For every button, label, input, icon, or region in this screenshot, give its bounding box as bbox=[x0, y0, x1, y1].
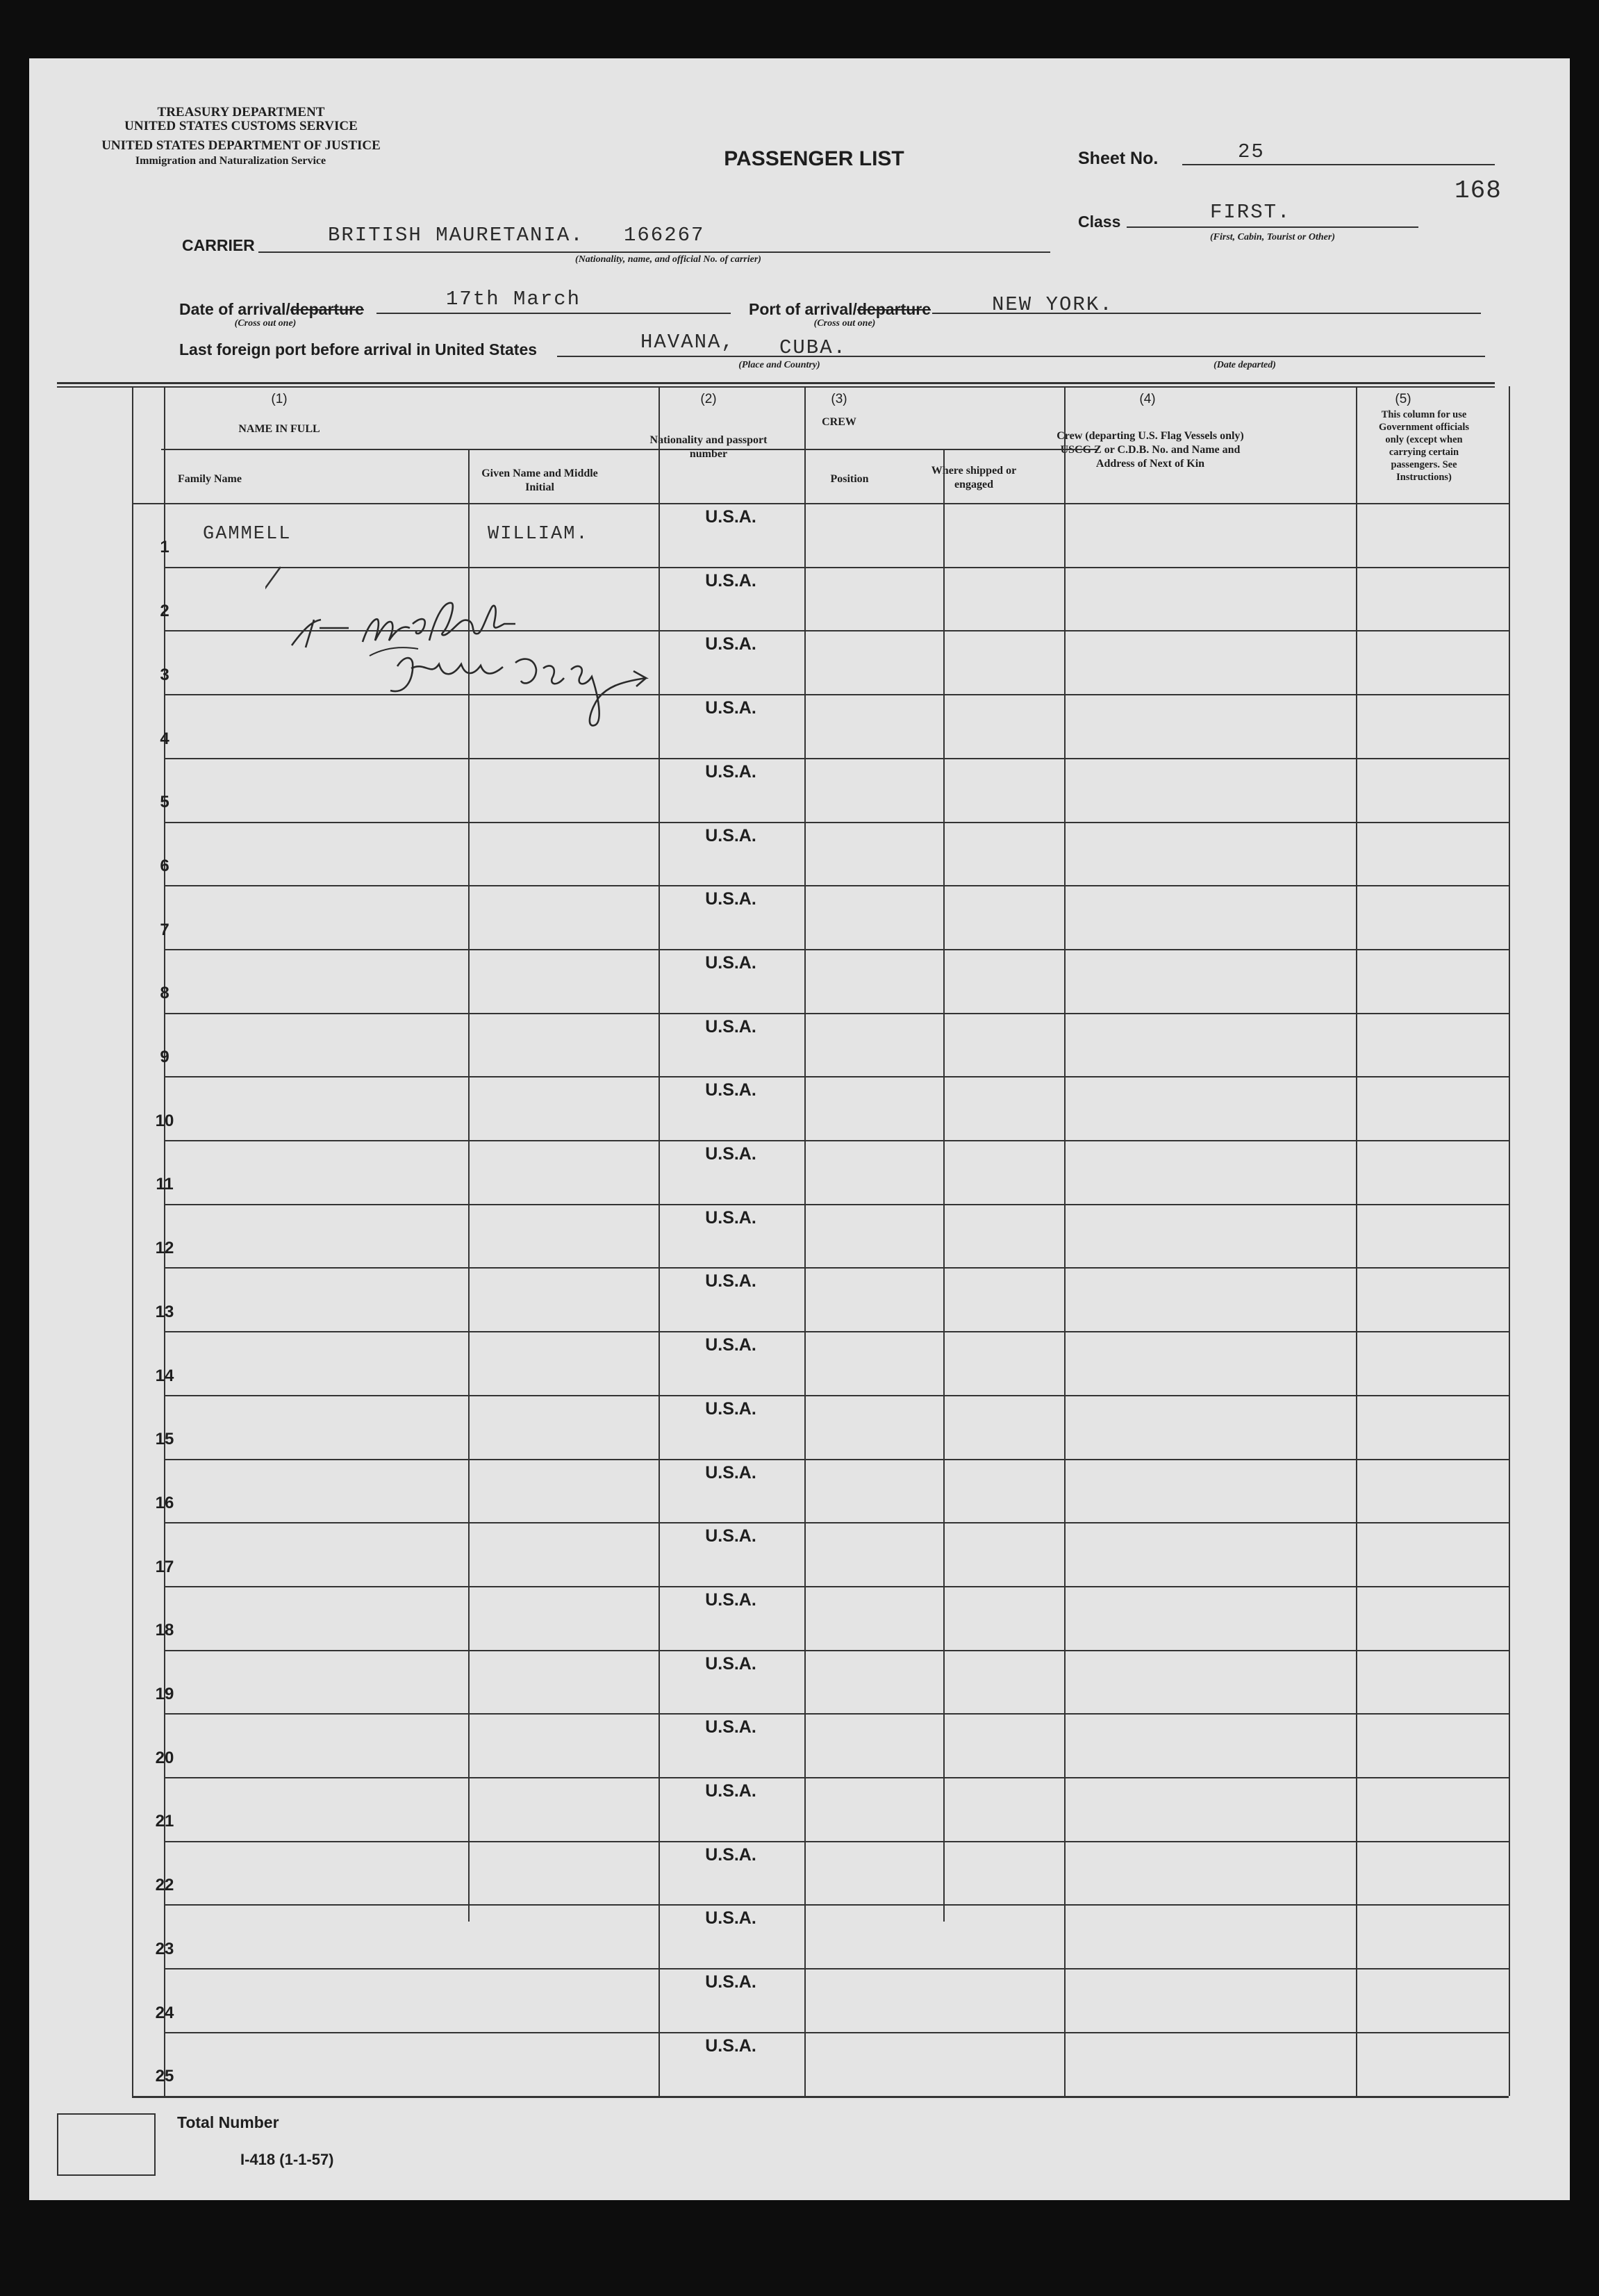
nationality-cell: U.S.A. bbox=[705, 1017, 756, 1036]
row-number: 20 bbox=[155, 1749, 174, 1767]
class-sub: (First, Cabin, Tourist or Other) bbox=[1210, 232, 1335, 242]
row-separator bbox=[164, 822, 1509, 823]
nationality-cell: U.S.A. bbox=[705, 1208, 756, 1228]
class-value: FIRST. bbox=[1210, 201, 1291, 224]
row-number: 1 bbox=[160, 538, 169, 556]
page-number: 168 bbox=[1455, 176, 1502, 205]
row-separator bbox=[164, 1586, 1509, 1587]
carrier-sub: (Nationality, name, and official No. of carrier) bbox=[575, 254, 761, 265]
document-sheet bbox=[29, 58, 1570, 2200]
family-name-cell: GAMMELL bbox=[203, 524, 292, 545]
row-number: 15 bbox=[155, 1430, 174, 1448]
sheet-label: Sheet No. bbox=[1078, 149, 1159, 168]
row-number: 17 bbox=[155, 1558, 174, 1576]
col5-number: (5) bbox=[1395, 392, 1411, 406]
col2-number: (2) bbox=[700, 392, 717, 406]
table-top-rule-2 bbox=[57, 386, 1495, 388]
row-separator bbox=[164, 1395, 1509, 1396]
nationality-cell: U.S.A. bbox=[705, 1972, 756, 1992]
date-departed-sub: (Date departed) bbox=[1213, 360, 1276, 370]
nationality-cell: U.S.A. bbox=[705, 889, 756, 909]
row-number: 8 bbox=[160, 984, 169, 1002]
where-shipped-header: Where shipped or engaged bbox=[931, 465, 1017, 490]
row-number: 9 bbox=[160, 1048, 169, 1066]
nationality-cell: U.S.A. bbox=[705, 507, 756, 527]
nationality-cell: U.S.A. bbox=[705, 1590, 756, 1610]
nationality-cell: U.S.A. bbox=[705, 698, 756, 718]
family-name-header: Family Name bbox=[178, 473, 242, 485]
row-number: 11 bbox=[156, 1175, 174, 1194]
given-name-cell: WILLIAM. bbox=[488, 524, 589, 545]
row-number: 12 bbox=[155, 1239, 174, 1257]
agency-ins: Immigration and Naturalization Service bbox=[135, 155, 326, 167]
row-separator bbox=[164, 1013, 1509, 1014]
row-separator bbox=[164, 2032, 1509, 2033]
sheet-line bbox=[1182, 164, 1495, 165]
nationality-cell: U.S.A. bbox=[705, 953, 756, 973]
nationality-cell: U.S.A. bbox=[705, 1908, 756, 1928]
col3-number: (3) bbox=[831, 392, 847, 406]
row-number: 16 bbox=[155, 1494, 174, 1512]
date-value: 17th March bbox=[446, 288, 581, 311]
port-cross-note: (Cross out one) bbox=[813, 318, 876, 329]
row-separator bbox=[164, 694, 1509, 695]
given-name-header: Given Name and Middle Initial bbox=[481, 468, 598, 493]
nationality-cell: U.S.A. bbox=[705, 1845, 756, 1865]
col4-title: Crew (departing U.S. Flag Vessels only) USCG Z or C.D.B. No. and Name and Address of Next of Kin bbox=[1057, 430, 1244, 470]
nationality-cell: U.S.A. bbox=[705, 1144, 756, 1164]
row-number: 6 bbox=[160, 857, 169, 875]
row-separator bbox=[164, 1331, 1509, 1332]
nationality-cell: U.S.A. bbox=[705, 2036, 756, 2056]
row-number: 19 bbox=[155, 1685, 174, 1703]
last-port-label: Last foreign port before arrival in United States bbox=[179, 340, 538, 358]
row-separator bbox=[164, 1904, 1509, 1906]
form-number: I-418 (1-1-57) bbox=[240, 2151, 334, 2168]
row-number: 14 bbox=[155, 1366, 174, 1385]
row-number: 5 bbox=[160, 793, 169, 811]
row-separator bbox=[164, 1650, 1509, 1651]
row-separator bbox=[164, 885, 1509, 886]
col3-title: CREW bbox=[822, 416, 856, 428]
header-bottom-line bbox=[132, 503, 1509, 504]
row-separator bbox=[164, 1204, 1509, 1205]
date-cross-note: (Cross out one) bbox=[234, 318, 297, 329]
carrier-label: CARRIER bbox=[182, 236, 255, 254]
carrier-value: BRITISH MAURETANIA. bbox=[328, 224, 584, 247]
kin-official-divider bbox=[1356, 386, 1357, 2096]
nationality-cell: U.S.A. bbox=[705, 1781, 756, 1801]
row-number: 7 bbox=[160, 920, 169, 939]
row-number: 13 bbox=[155, 1303, 174, 1321]
row-separator bbox=[164, 1841, 1509, 1842]
row-number: 21 bbox=[155, 1812, 174, 1831]
row-separator bbox=[164, 1140, 1509, 1141]
nationality-cell: U.S.A. bbox=[705, 826, 756, 845]
date-line bbox=[376, 313, 731, 314]
agency-treasury: TREASURY DEPARTMENT bbox=[157, 105, 325, 119]
date-departed-line bbox=[1034, 356, 1485, 357]
where-shipped-divider bbox=[943, 449, 945, 1922]
row-number: 3 bbox=[160, 666, 169, 684]
row-separator bbox=[164, 758, 1509, 759]
table-bottom-border bbox=[132, 2096, 1509, 2098]
nationality-cell: U.S.A. bbox=[705, 1271, 756, 1291]
col2-title: Nationality and passport number bbox=[649, 434, 768, 460]
port-value: NEW YORK. bbox=[992, 293, 1113, 316]
total-number-box[interactable] bbox=[57, 2113, 156, 2176]
row-number: 22 bbox=[155, 1876, 174, 1894]
row-number: 23 bbox=[155, 1940, 174, 1958]
row-separator bbox=[164, 1777, 1509, 1778]
carrier-number: 166267 bbox=[624, 224, 705, 247]
nationality-cell: U.S.A. bbox=[705, 762, 756, 782]
nationality-crew-divider bbox=[804, 386, 806, 2096]
crew-kin-divider bbox=[1064, 386, 1066, 2096]
nationality-cell: U.S.A. bbox=[705, 1717, 756, 1737]
col1-title: NAME IN FULL bbox=[238, 423, 320, 435]
row-number: 18 bbox=[155, 1621, 174, 1640]
nationality-cell: U.S.A. bbox=[705, 1080, 756, 1100]
nationality-cell: U.S.A. bbox=[705, 1399, 756, 1419]
last-port-value: HAVANA, bbox=[640, 331, 735, 354]
agency-customs: UNITED STATES CUSTOMS SERVICE bbox=[124, 119, 358, 133]
row-separator bbox=[164, 1459, 1509, 1460]
left-border bbox=[132, 386, 133, 2096]
sheet-number: 25 bbox=[1238, 140, 1265, 163]
nationality-cell: U.S.A. bbox=[705, 571, 756, 590]
header-split-line bbox=[161, 449, 1097, 450]
nationality-cell: U.S.A. bbox=[705, 634, 756, 654]
page-title: PASSENGER LIST bbox=[724, 147, 904, 170]
inspector-signature bbox=[265, 559, 710, 739]
row-separator bbox=[164, 1076, 1509, 1077]
row-separator bbox=[164, 1522, 1509, 1523]
date-label: Date of arrival/departure bbox=[179, 300, 364, 318]
class-label: Class bbox=[1078, 213, 1121, 231]
nationality-cell: U.S.A. bbox=[705, 1526, 756, 1546]
row-separator bbox=[164, 567, 1509, 568]
nationality-cell: U.S.A. bbox=[705, 1654, 756, 1674]
last-port-country: CUBA. bbox=[779, 336, 847, 359]
place-sub: (Place and Country) bbox=[738, 360, 820, 370]
nationality-cell: U.S.A. bbox=[705, 1463, 756, 1483]
row-number: 25 bbox=[155, 2067, 174, 2086]
row-separator bbox=[164, 630, 1509, 631]
row-number: 4 bbox=[160, 729, 169, 748]
row-separator bbox=[164, 1968, 1509, 1969]
class-line bbox=[1127, 226, 1418, 228]
col1-number: (1) bbox=[271, 392, 288, 406]
row-separator bbox=[164, 1713, 1509, 1715]
nationality-cell: U.S.A. bbox=[705, 1335, 756, 1355]
row-number: 24 bbox=[155, 2004, 174, 2022]
right-border bbox=[1509, 386, 1510, 2096]
port-label: Port of arrival/departure bbox=[749, 300, 931, 318]
col4-number: (4) bbox=[1139, 392, 1156, 406]
total-number-label: Total Number bbox=[177, 2113, 279, 2131]
row-separator bbox=[164, 949, 1509, 950]
col5-title: This column for use Government officials only (except when carrying certain passengers. See Instructions) bbox=[1378, 409, 1470, 483]
table-top-rule-1 bbox=[57, 382, 1495, 384]
agency-justice: UNITED STATES DEPARTMENT OF JUSTICE bbox=[101, 138, 381, 153]
row-number: 10 bbox=[155, 1112, 174, 1130]
position-header: Position bbox=[830, 473, 869, 485]
row-number: 2 bbox=[160, 602, 169, 620]
row-separator bbox=[164, 1267, 1509, 1269]
carrier-line bbox=[258, 251, 1050, 253]
